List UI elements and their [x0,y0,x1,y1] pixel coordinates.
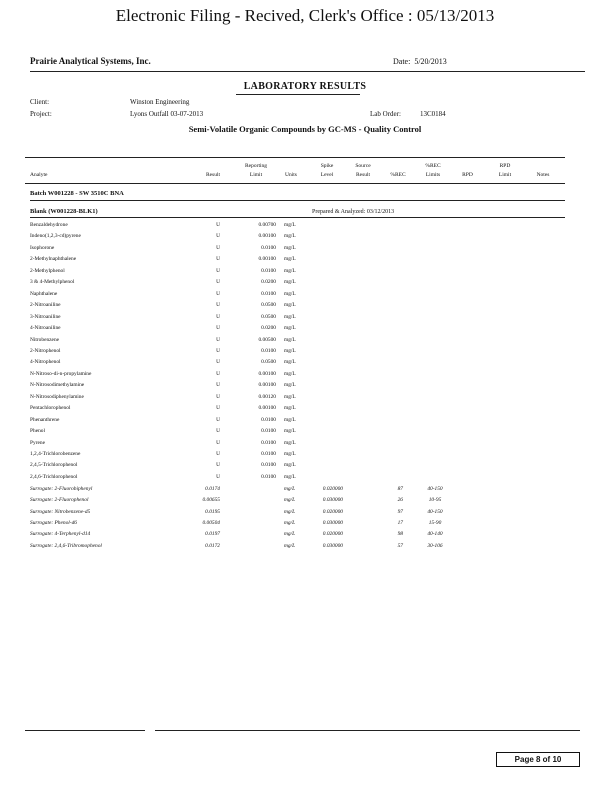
limit-cell: 0.0500 [261,359,276,366]
units-cell: mg/L [284,451,296,457]
limit-cell: 0.00100 [258,256,276,263]
blank-rule [30,217,565,218]
limit-cell: 0.00100 [258,405,276,412]
col-rec-limits: Limits [425,172,441,178]
limit-cell: 0.0100 [261,439,276,446]
col-source-result: Result [355,172,371,178]
analyte-cell: N-Nitrosodimethylamine [30,382,85,389]
units-cell: mg/L [284,439,296,446]
header-rule [30,71,585,72]
title-underline [236,94,360,95]
table-row [0,382,610,393]
surrogate-spike-cell: 0.020000 [322,531,343,538]
units-cell: mg/L [284,462,296,469]
result-cell: U [216,267,220,274]
table-row [0,462,610,473]
col-units: Units [285,172,297,178]
table-row [0,451,610,462]
limit-cell: 0.00100 [258,370,276,377]
surrogate-units-cell: mg/L [284,519,296,526]
surrogate-units-cell: mg/L [284,497,296,504]
analyte-cell: 2-Methylnaphthalene [30,256,77,263]
table-row [0,245,610,256]
col-reporting: Reporting [245,163,267,169]
surrogate-limits-cell: 40-140 [427,531,443,538]
analyte-cell: 1,2,4-Trichlorobenzene [30,451,81,457]
surrogate-result-cell: 0.0197 [205,531,220,538]
units-cell: mg/L [284,233,296,240]
table-row [0,371,610,382]
analyte-cell: 4-Nitrophenol [30,359,61,366]
analyte-cell: 3-Nitroaniline [30,313,61,320]
analyte-cell: Naphthalene [30,290,58,297]
limit-cell: 0.0100 [261,244,276,251]
units-cell: mg/L [284,244,296,251]
batch-rule [30,200,565,201]
limit-cell: 0.00700 [258,222,276,228]
analyte-cell: N-Nitrosodiphenylamine [30,393,84,400]
limit-cell: 0.00120 [258,393,276,400]
analyte-cell: 2,4,6-Trichlorophenol [30,473,78,480]
surrogate-spike-cell: 0.030000 [322,542,343,549]
result-cell: U [216,439,220,446]
col-rpd-limit-top: RPD [499,163,511,169]
result-cell: U [216,393,220,400]
page-number: Page 8 of 10 [496,752,580,767]
table-row [0,279,610,290]
col-rpd: RPD [462,172,473,178]
surrogate-units-cell: mg/L [284,531,296,538]
result-cell: U [216,428,220,435]
result-cell: U [216,382,220,389]
result-cell: U [216,302,220,309]
footer-rule-left [25,730,145,731]
limit-cell: 0.0100 [261,428,276,435]
report-date [393,57,447,66]
result-cell: U [216,473,220,480]
surrogate-rec-cell: 26 [397,497,403,504]
surrogate-spike-cell: 0.030000 [322,497,343,504]
project-label: Project: [30,110,52,118]
table-row [0,314,610,325]
units-cell: mg/L [284,336,296,343]
surrogate-rec-cell: 87 [397,486,403,492]
surrogate-spike-cell: 0.020000 [322,508,343,515]
analyte-cell: Pyrene [30,439,45,446]
units-cell: mg/L [284,267,296,274]
col-level: Level [320,172,334,178]
units-cell: mg/L [284,290,296,297]
limit-cell: 0.0100 [261,267,276,274]
units-cell: mg/L [284,382,296,389]
surrogate-rec-cell: 57 [397,542,403,549]
table-row [0,256,610,267]
col-source: Source [355,163,371,169]
units-cell: mg/L [284,359,296,366]
table-row [0,394,610,405]
columns-bottom-rule [25,183,565,184]
units-cell: mg/L [284,416,296,423]
limit-cell: 0.0100 [261,473,276,480]
limit-cell: 0.00100 [258,233,276,240]
col-notes: Notes [536,172,550,178]
result-cell: U [216,222,220,228]
analyte-cell: Phenol [30,428,45,435]
surrogate-rec-cell: 98 [397,531,403,538]
analyte-cell: Isophorone [30,244,55,251]
surrogate-result-cell: 0.00504 [202,519,220,526]
analyte-cell: Indeno(1,2,3-cd)pyrene [30,233,81,240]
surrogate-limits-cell: 40-150 [427,508,443,515]
surrogate-limits-cell: 15-90 [428,519,442,526]
surrogate-spike-cell: 0.030000 [322,519,343,526]
col-result: Result [205,172,220,178]
surrogate-analyte-cell: Surrogate: 2,4,6-Tribromophenol [30,542,102,549]
limit-cell: 0.0100 [261,462,276,469]
table-row [0,302,610,313]
limit-cell: 0.0100 [261,451,276,457]
result-cell: U [216,313,220,320]
surrogate-limits-cell: 10-95 [428,497,442,504]
result-cell: U [216,359,220,366]
lab-order-label: Lab Order: [370,110,401,118]
surrogate-row [0,520,610,531]
blank-prepared: Prepared & Analyzed: 03/12/2013 [312,209,395,215]
surrogate-limits-cell: 30-106 [427,542,443,549]
surrogate-row [0,531,610,542]
surrogate-units-cell: mg/L [284,486,296,492]
table-row [0,233,610,244]
units-cell: mg/L [284,222,296,228]
units-cell: mg/L [284,302,296,309]
surrogate-units-cell: mg/L [284,542,296,549]
surrogate-analyte-cell: Surrogate: 4-Terphenyl-d14 [30,531,91,538]
result-cell: U [216,451,220,457]
surrogate-result-cell: 0.00655 [202,497,220,504]
analyte-cell: Pentachlorophenol [30,405,71,412]
blank-label: Blank (W001228-BLK1) [30,208,98,215]
table-row [0,291,610,302]
table-row [0,359,610,370]
table-row [0,474,610,485]
surrogate-result-cell: 0.0174 [205,486,220,492]
surrogate-result-cell: 0.0195 [205,508,220,515]
units-cell: mg/L [284,473,296,480]
surrogate-row [0,543,610,554]
units-cell: mg/L [284,325,296,332]
table-row [0,405,610,416]
surrogate-units-cell: mg/L [284,508,296,515]
result-cell: U [216,256,220,263]
units-cell: mg/L [284,405,296,412]
limit-cell: 0.0500 [261,313,276,320]
col-rec: %REC [390,172,406,178]
col-limit: Limit [249,172,263,178]
client-value: Winston Engineering [130,98,190,106]
result-cell: U [216,405,220,412]
result-cell: U [216,290,220,297]
surrogate-result-cell: 0.0172 [205,542,220,549]
analyte-cell: Nitrobenzene [30,336,60,343]
surrogate-rec-cell: 97 [397,508,403,515]
units-cell: mg/L [284,279,296,286]
date-value: 5/20/2013 [414,57,447,66]
result-cell: U [216,370,220,377]
limit-cell: 0.0200 [261,325,276,332]
result-cell: U [216,325,220,332]
date-label: Date: [393,57,411,66]
col-spike: Spike [320,163,334,169]
surrogate-limits-cell: 40-150 [427,486,443,492]
table-row [0,428,610,439]
analyte-cell: Benzaldehydrone [30,222,68,228]
result-cell: U [216,347,220,354]
limit-cell: 0.0100 [261,416,276,423]
units-cell: mg/L [284,428,296,435]
table-row [0,440,610,451]
footer-rule-right [155,730,580,731]
surrogate-row [0,486,610,497]
limit-cell: 0.0500 [261,302,276,309]
surrogate-spike-cell: 0.020000 [322,486,343,492]
table-row [0,325,610,336]
units-cell: mg/L [284,256,296,263]
filing-stamp: Electronic Filing - Recived, Clerk's Office : 05/13/2013 [115,6,495,25]
limit-cell: 0.0100 [261,347,276,354]
analyte-cell: 2-Methylphenol [30,267,65,274]
analyte-cell: Phenanthrene [30,416,60,423]
analyte-cell: 2-Nitroaniline [30,302,61,309]
analyte-cell: 3 & 4-Methylphenol [30,279,75,286]
analyte-cell: N-Nitroso-di-n-propylamine [30,370,92,377]
company-name: Prairie Analytical Systems, Inc. [30,56,151,66]
analyte-cell: 2,4,5-Trichlorophenol [30,462,78,469]
surrogate-row [0,497,610,508]
limit-cell: 0.0200 [261,279,276,286]
client-label: Client: [30,98,50,106]
col-analyte: Analyte [30,172,48,178]
surrogate-analyte-cell: Surrogate: 2-Fluorobiphenyl [30,486,93,492]
units-cell: mg/L [284,370,296,377]
result-cell: U [216,336,220,343]
result-cell: U [216,279,220,286]
table-row [0,337,610,348]
result-cell: U [216,416,220,423]
surrogate-analyte-cell: Surrogate: Nitrobenzene-d5 [30,508,91,515]
table-row [0,348,610,359]
columns-top-rule [25,157,565,158]
units-cell: mg/L [284,393,296,400]
table-row [0,222,610,233]
report-title: LABORATORY RESULTS [243,81,367,92]
surrogate-analyte-cell: Surrogate: 2-Fluorophenol [30,497,89,504]
col-rec-limits-top: %REC [425,163,441,169]
table-row [0,417,610,428]
col-rpd-limit: Limit [498,172,512,178]
analyte-cell: 2-Nitrophenol [30,347,61,354]
project-value: Lyons Outfall 03-07-2013 [130,110,204,118]
table-row [0,268,610,279]
result-cell: U [216,462,220,469]
surrogate-row [0,509,610,520]
lab-order-value: 13C0184 [420,110,446,118]
units-cell: mg/L [284,347,296,354]
surrogate-rec-cell: 17 [397,519,403,526]
report-subtitle: Semi-Volatile Organic Compounds by GC-MS - Quality Control [188,124,422,134]
result-cell: U [216,244,220,251]
limit-cell: 0.0100 [261,290,276,297]
limit-cell: 0.00500 [258,336,276,343]
limit-cell: 0.00100 [258,382,276,389]
result-cell: U [216,233,220,240]
surrogate-analyte-cell: Surrogate: Phenol-d6 [30,519,77,526]
batch-label: Batch W001228 - SW 3510C BNA [30,190,124,197]
units-cell: mg/L [284,313,296,320]
analyte-cell: 4-Nitroaniline [30,325,61,332]
